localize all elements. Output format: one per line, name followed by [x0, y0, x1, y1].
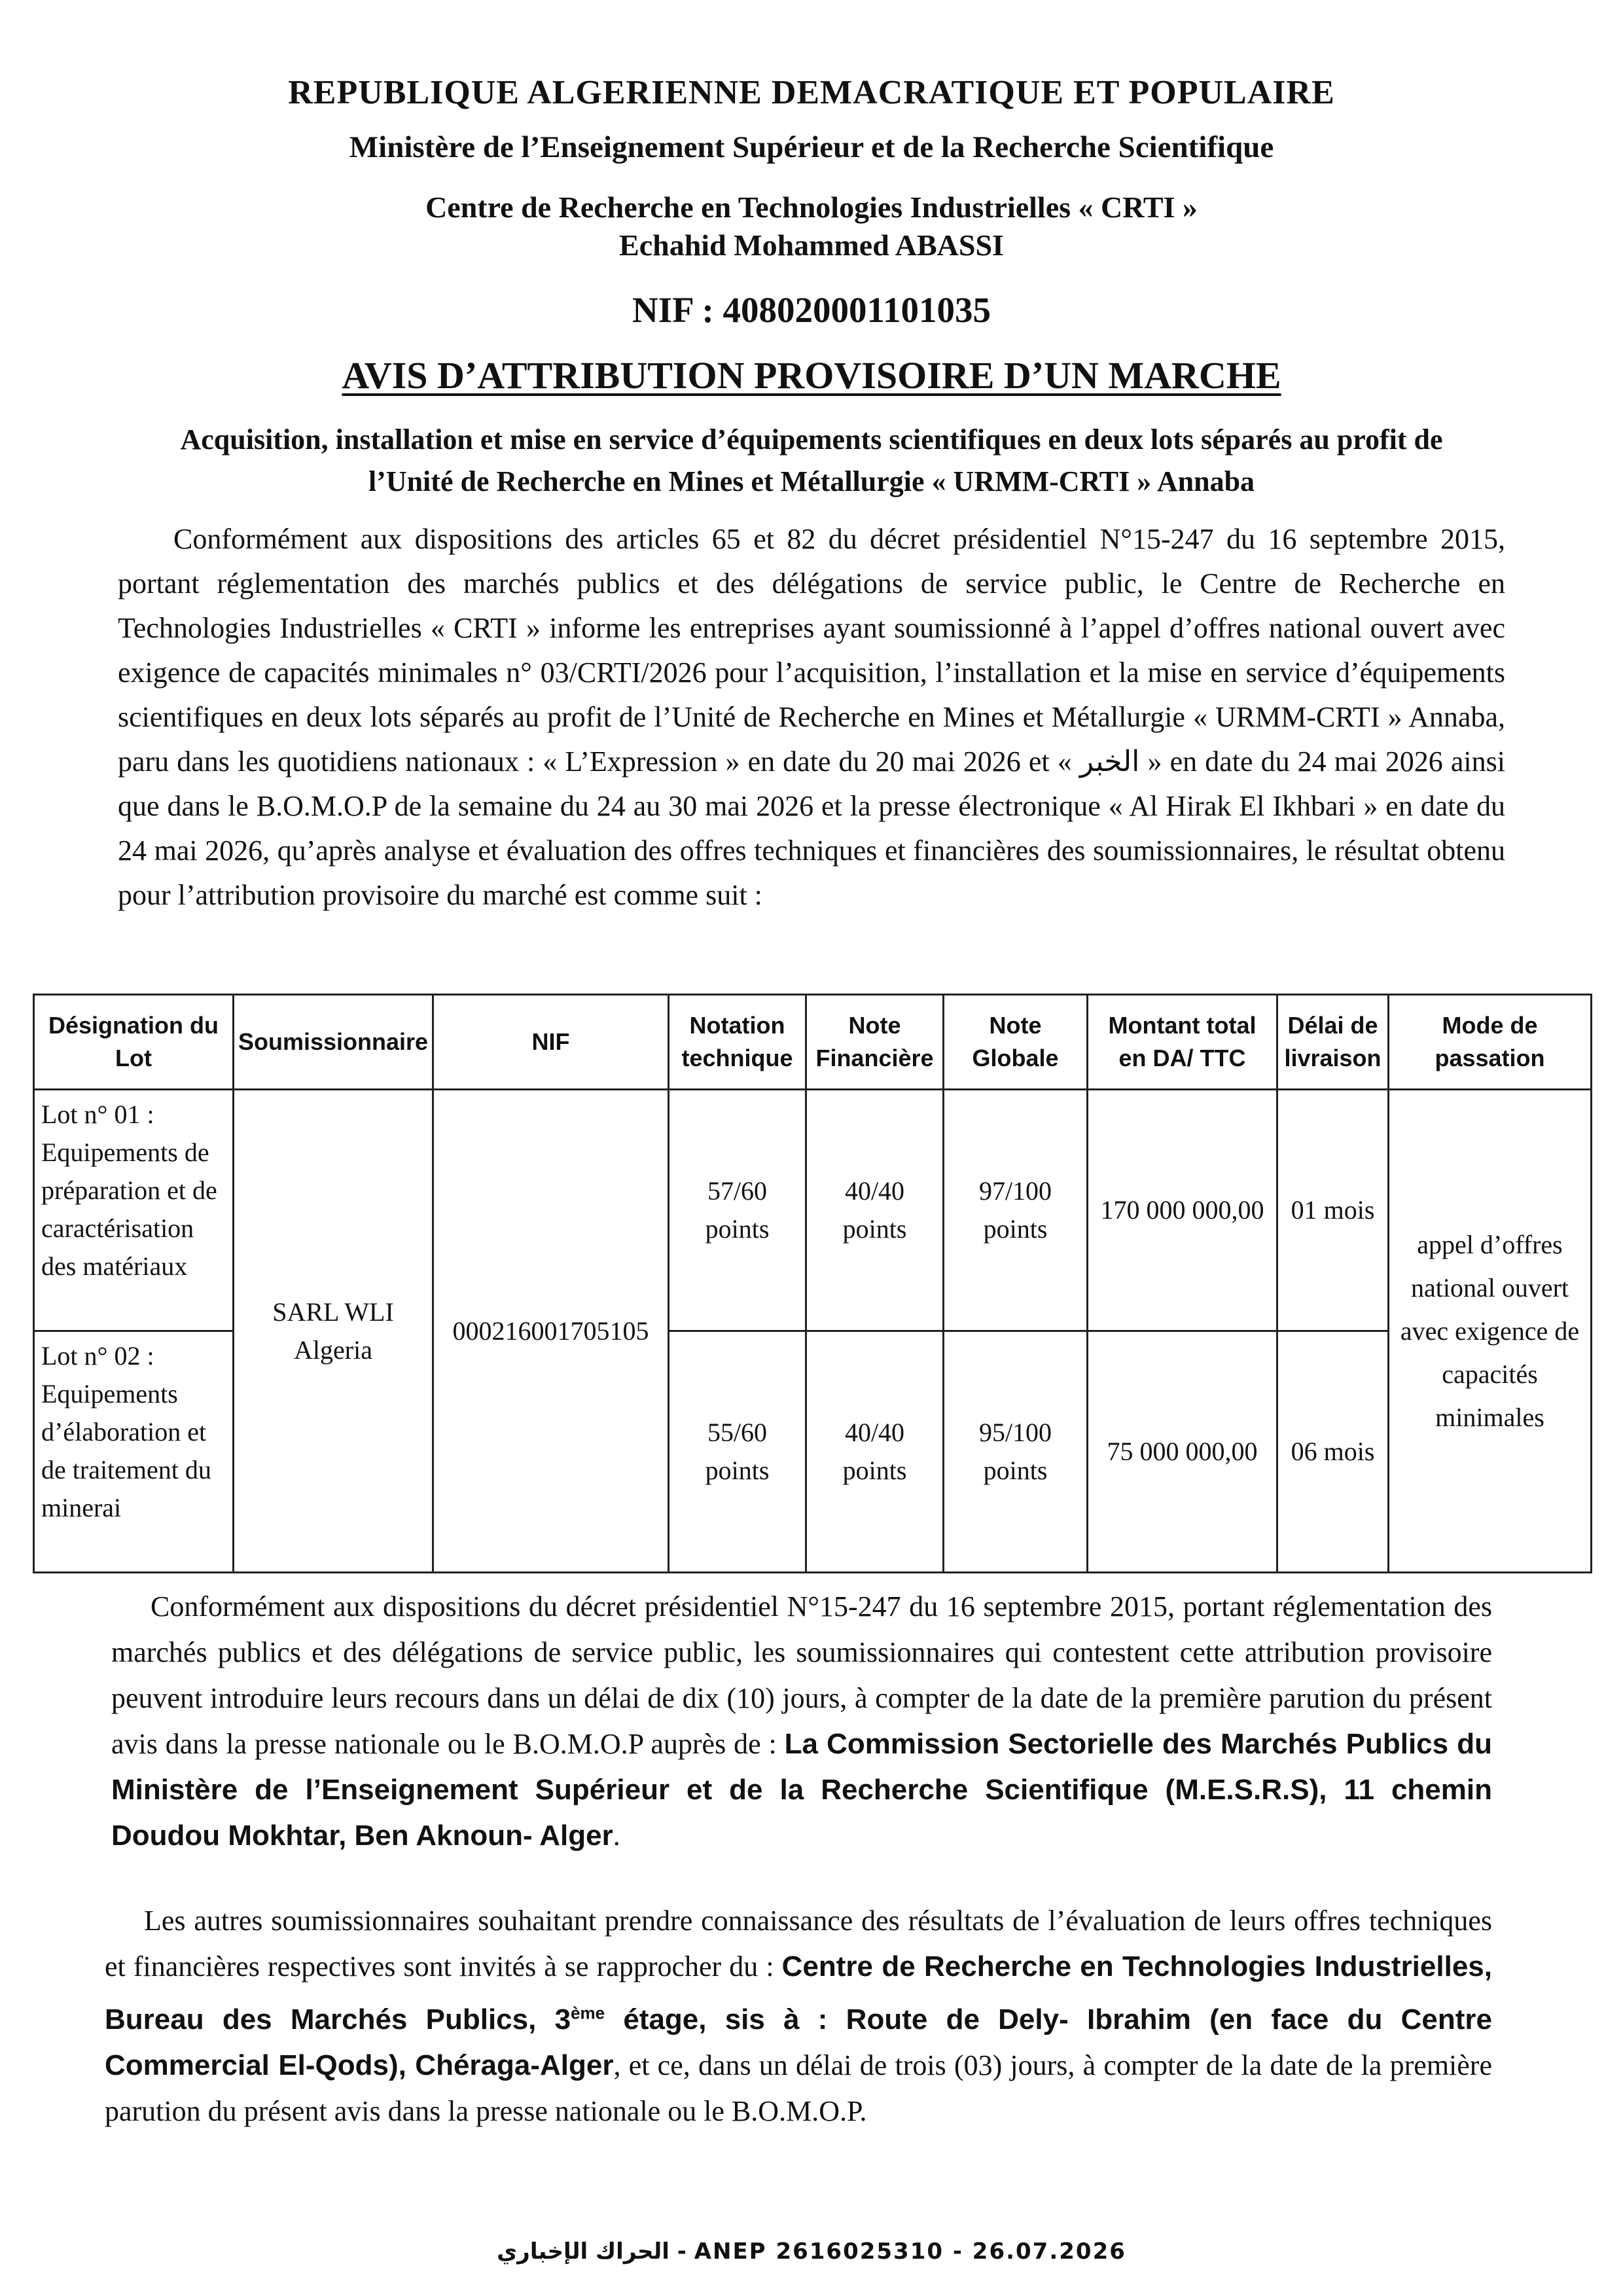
- intro-paragraph: Conformément aux dispositions des articles 65 et 82 du décret présidentiel N°15-247 du 16 septembre 2015, portant réglementation des marchés publics et des délégations de service public, le Centre de Recherche en Technologies Industrielles « CRTI » informe les entreprises ayant soumissionné à l’appel d’offres national ouvert avec exigence de capacités minimales n° 03/CRTI/2026 pour l’acquisition, l’installation et la mise en service d’équipements scientifiques en deux lots séparés au profit de l’Unité de Recherche en Mines et Métallurgie « URMM-CRTI » Annaba, paru dans les quotidiens nationaux : « L’Expression » en date du 20 mai 2026 et « الخبر » en date du 24 mai 2026 ainsi que dans le B.O.M.O.P de la semaine du 24 au 30 mai 2026 et la presse électronique « Al Hirak El Ikhbari » en date du 24 mai 2026, qu’après analyse et évaluation des offres techniques et financières des soumissionnaires, le résultat obtenu pour l’attribution provisoire du marché est comme suit :: [118, 523, 1505, 911]
- col-header-amount: Montant total en DA/ TTC: [1088, 995, 1277, 1090]
- nif-cell: 000216001705105: [433, 1090, 669, 1573]
- col-header-lot: Désignation du Lot: [34, 995, 234, 1090]
- amount-cell: 170 000 000,00: [1088, 1090, 1277, 1331]
- table-header-row: [34, 995, 1592, 1090]
- notice-subject: Acquisition, installation et mise en service d’équipements scientifiques en deux lots séparés au profit de l’Unité de Recherche en Mines et Métallurgie « URMM-CRTI » Annaba: [180, 423, 1443, 497]
- col-header-mode: Mode de passation: [1389, 995, 1592, 1090]
- contact-text: Les autres soumissionnaires souhaitant prendre connaissance des résultats de l’évaluation de leurs offres techniques et financières respectives sont invités à se rapprocher du :: [105, 1905, 1492, 1982]
- ministry-heading: Ministère de l’Enseignement Supérieur et de la Recherche Scientifique: [349, 130, 1274, 164]
- col-header-nif: NIF: [433, 995, 669, 1090]
- lot-cell: Lot n° 01 : Equipements de préparation et de caractérisation des matériaux: [34, 1090, 234, 1331]
- recourse-paragraph: [111, 1584, 1492, 1859]
- technical-score-cell: 57/60 points: [669, 1090, 806, 1331]
- col-header-financial: Note Financière: [806, 995, 944, 1090]
- global-score-cell: 97/100 points: [944, 1090, 1088, 1331]
- lot-cell: Lot n° 02 : Equipements d’élaboration et de traitement du minerai: [34, 1331, 234, 1573]
- technical-score-cell: 55/60 points: [669, 1331, 806, 1573]
- notice-title: AVIS D’ATTRIBUTION PROVISOIRE D’UN MARCHE: [342, 354, 1281, 397]
- col-header-global: Note Globale: [944, 995, 1088, 1090]
- col-header-technical: Notation technique: [669, 995, 806, 1090]
- recourse-end: .: [613, 1820, 620, 1852]
- financial-score-cell: 40/40 points: [806, 1331, 944, 1573]
- nif-heading: NIF : 408020001101035: [632, 290, 991, 330]
- delay-cell: 01 mois: [1277, 1090, 1389, 1331]
- table-row: [34, 1090, 1592, 1331]
- commission-address: La Commission Sectorielle des Marchés Publics du Ministère de l’Enseignement Supérieur et de la Recherche Scientifique (M.E.S.R.S), 11 chemin Doudou Mokhtar, Ben Aknoun- Alger: [111, 1728, 1492, 1852]
- floor-superscript: ème: [571, 2003, 605, 2022]
- contact-paragraph: [105, 1898, 1492, 2134]
- office-address-part2: étage, sis à : Route de Dely- Ibrahim (en face du Centre Commercial El-Qods), Chéraga-Alger: [105, 2003, 1492, 2081]
- col-header-delay: Délai de livraison: [1277, 995, 1389, 1090]
- center-name: Echahid Mohammed ABASSI: [619, 228, 1004, 262]
- publication-footer: الحراك الإخباري - ANEP 2616025310 - 26.07.2026: [497, 2238, 1126, 2265]
- financial-score-cell: 40/40 points: [806, 1090, 944, 1331]
- recourse-text: Conformément aux dispositions du décret présidentiel N°15-247 du 16 septembre 2015, portant réglementation des marchés publics et des délégations de service public, les soumissionnaires qui contestent cette attribution provisoire peuvent introduire leurs recours dans un délai de dix (10) jours, à compter de la date de la première parution du présent avis dans la presse nationale ou le B.O.M.O.P auprès de :: [111, 1590, 1492, 1760]
- global-score-cell: 95/100 points: [944, 1331, 1088, 1573]
- republic-heading: REPUBLIQUE ALGERIENNE DEMACRATIQUE ET POPULAIRE: [288, 74, 1335, 111]
- contact-end: , et ce, dans un délai de trois (03) jours, à compter de la date de la première parution du présent avis dans la presse nationale ou le B.O.M.O.P.: [105, 2049, 1492, 2127]
- amount-cell: 75 000 000,00: [1088, 1331, 1277, 1573]
- office-address-part1: Centre de Recherche en Technologies Industrielles, Bureau des Marchés Publics, 3: [105, 1950, 1492, 2036]
- delay-cell: 06 mois: [1277, 1331, 1389, 1573]
- award-table: [33, 994, 1592, 1573]
- col-header-bidder: Soumissionnaire: [234, 995, 433, 1090]
- center-heading: Centre de Recherche en Technologies Industrielles « CRTI »: [425, 190, 1198, 224]
- mode-cell: appel d’offres national ouvert avec exigence de capacités minimales: [1389, 1090, 1592, 1573]
- bidder-cell: SARL WLI Algeria: [234, 1090, 433, 1573]
